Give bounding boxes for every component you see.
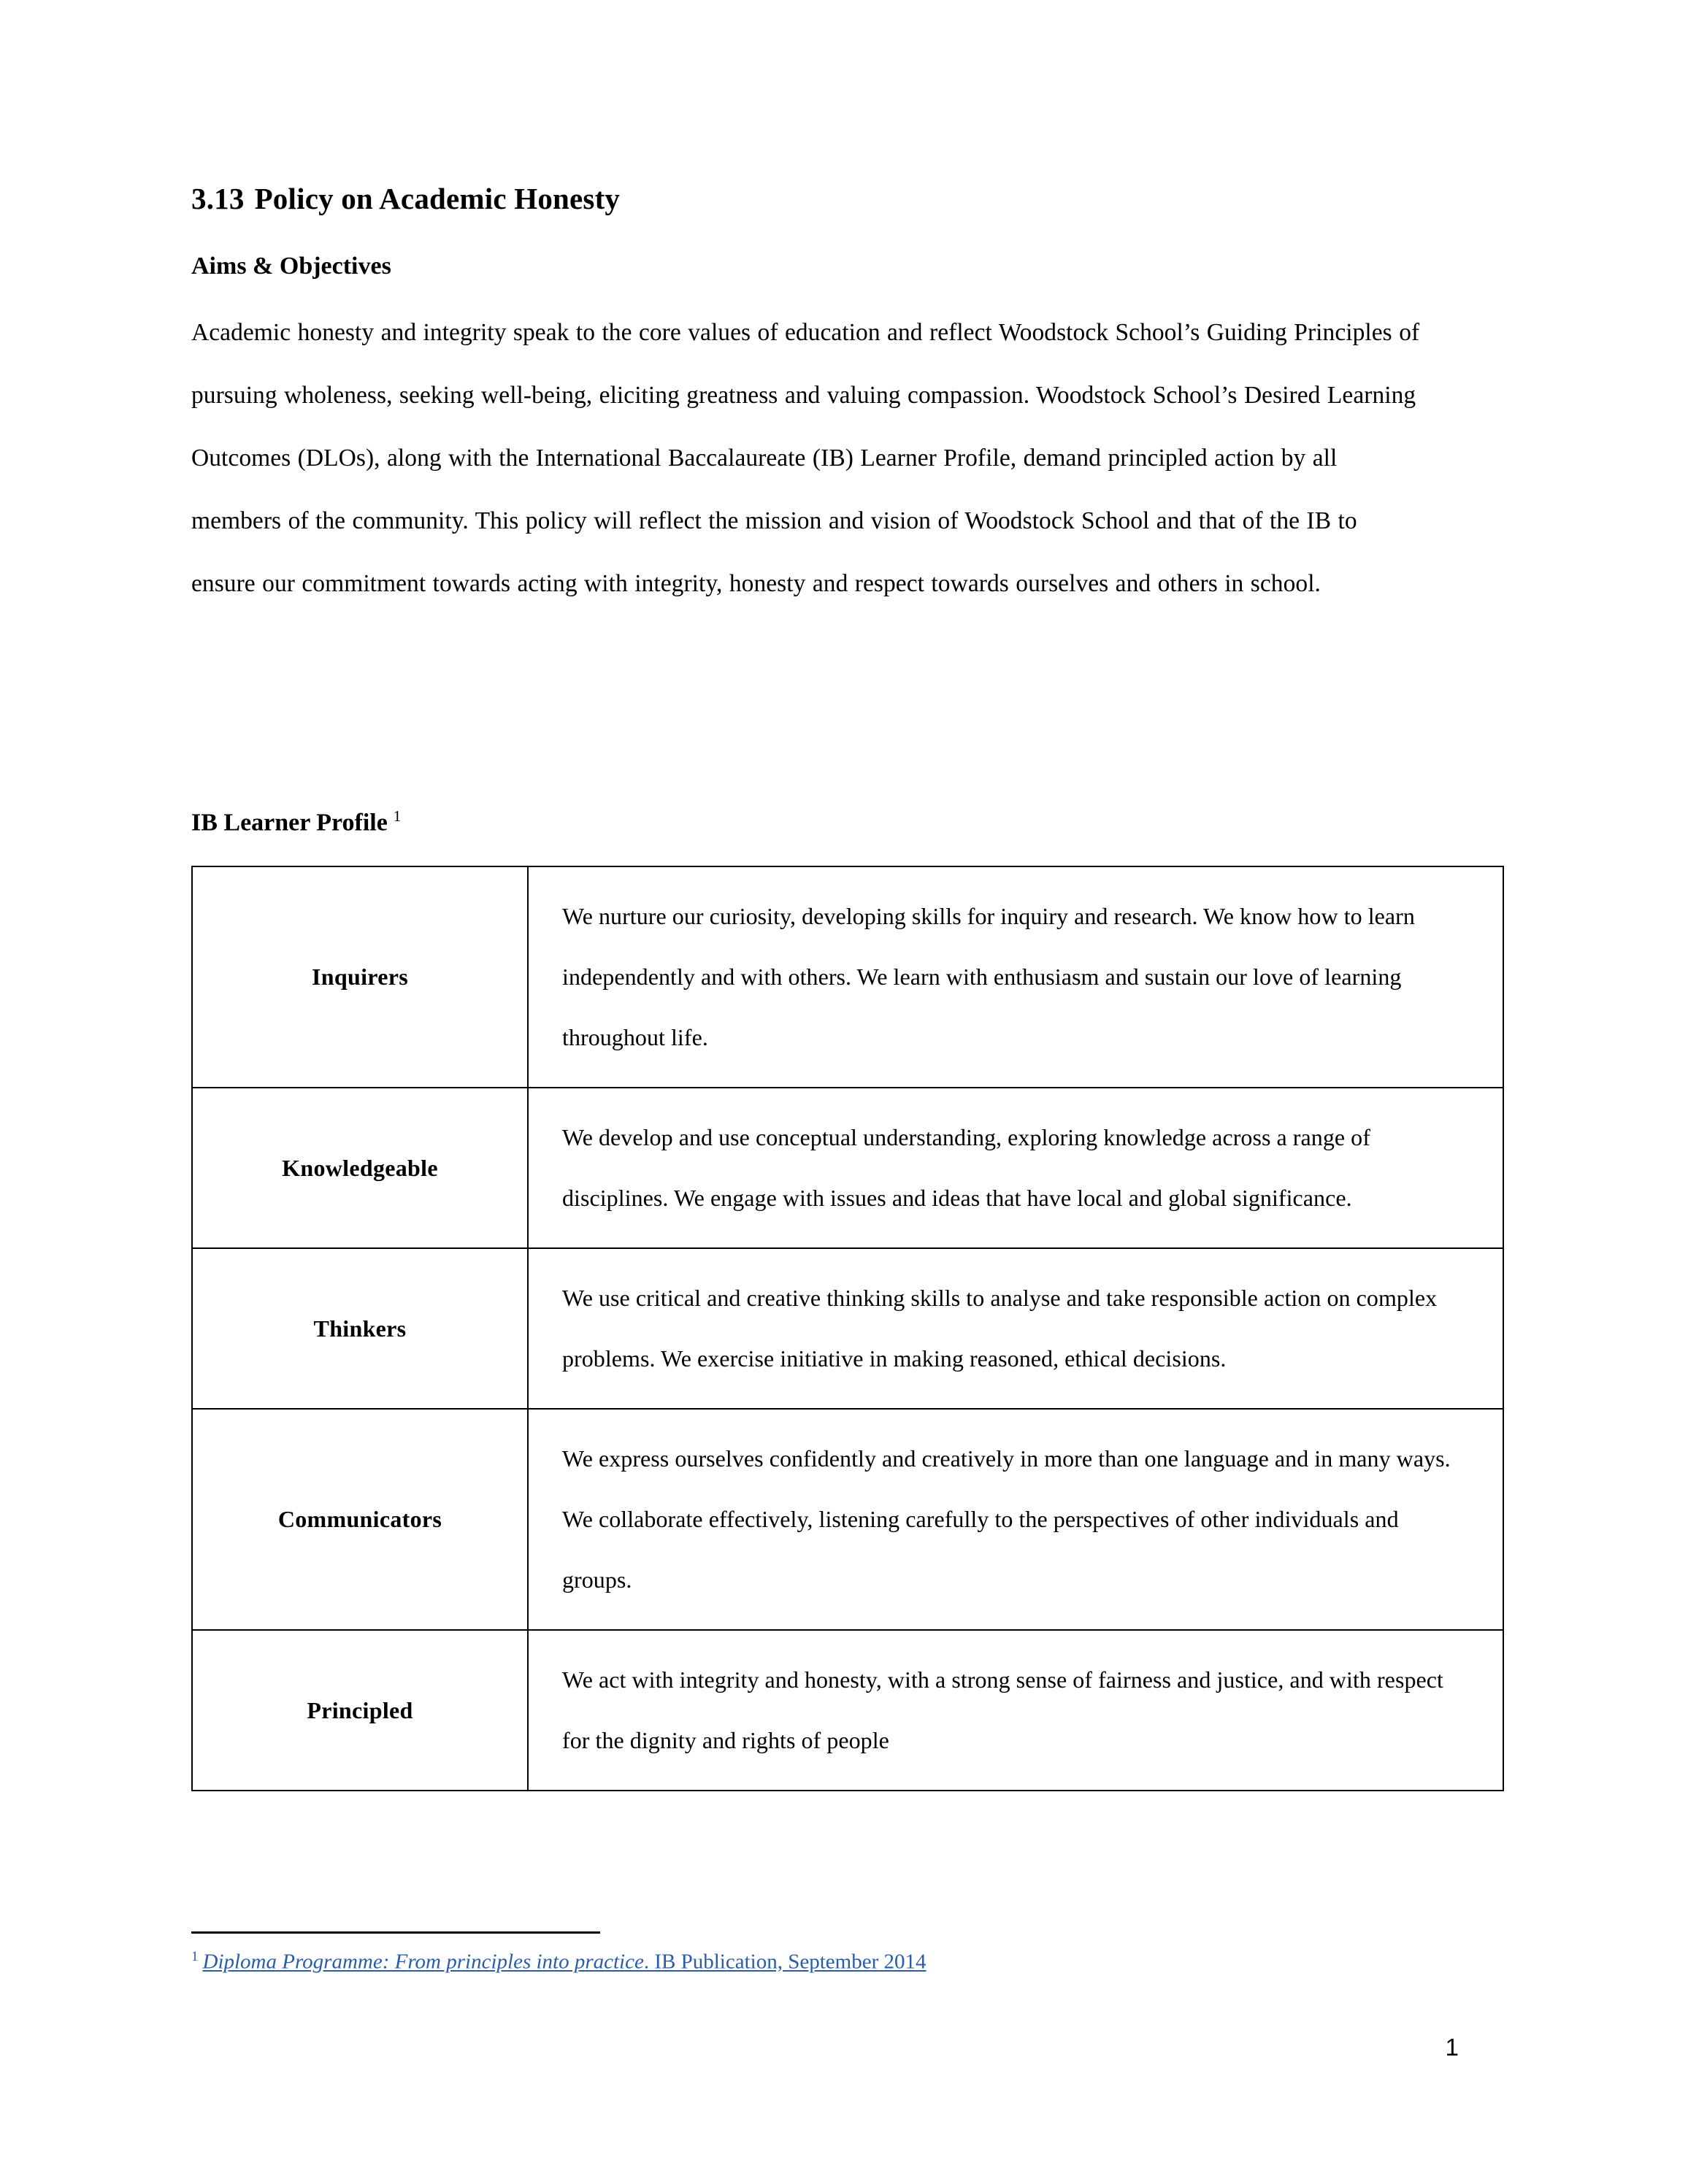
description-text: We act with integrity and honesty, with a strong sense of fairness and justice, and with respect for the dignity and rights of people [562, 1666, 1443, 1753]
footnote-separator-rule [191, 1931, 600, 1934]
page-title-text: Policy on Academic Honesty [254, 182, 621, 215]
table-heading-ib-learner-profile [191, 807, 401, 838]
footnote-number: 1 [191, 1949, 199, 1964]
attribute-label-principled: Principled [192, 1630, 528, 1791]
section-heading-aims-objectives: Aims & Objectives [191, 253, 391, 280]
footnote-reference-marker: 1 [393, 807, 402, 825]
table-body [192, 866, 1503, 1791]
footnote [191, 1947, 1432, 1977]
page-number: 1 [1445, 2034, 1459, 2061]
table-heading-label: IB Learner Profile [191, 809, 388, 837]
attribute-description-principled [528, 1630, 1503, 1791]
attribute-description-thinkers [528, 1248, 1503, 1409]
description-text: We express ourselves confidently and creatively in more than one language and in many ways. We collaborate effectively, listening carefully to the perspectives of other individuals and groups. [562, 1445, 1451, 1593]
attribute-description-inquirers [528, 866, 1503, 1088]
description-text: We use critical and creative thinking skills to analyse and take responsible action on complex problems. We exercise initiative in making reasoned, ethical decisions. [562, 1285, 1438, 1372]
attribute-description-knowledgeable [528, 1088, 1503, 1248]
attribute-label-inquirers: Inquirers [192, 866, 528, 1088]
attribute-label-communicators: Communicators [192, 1409, 528, 1630]
table-row [192, 1409, 1503, 1630]
footnote-citation-source: . IB Publication, September 2014 [643, 1950, 927, 1974]
page-title-number: 3.13 [191, 182, 245, 215]
description-text: We nurture our curiosity, developing skills for inquiry and research. We know how to learn independently and with others. We learn with enthusiasm and sustain our love of learning throughout life. [562, 903, 1415, 1050]
table-row [192, 1630, 1503, 1791]
attribute-description-communicators [528, 1409, 1503, 1630]
intro-paragraph: Academic honesty and integrity speak to the core values of education and reflect Woodstock School’s Guiding Principles of pursuing wholeness, seeking well-being, eliciting greatness and valuing compassion. Woodstock School’s Desired Learning Outcomes (DLOs), along with the International Baccalaureate (IB) Learner Profile, demand principled action by all members of the community. This policy will reflect the mission and vision of Woodstock School and that of the IB to ensure our commitment towards acting with integrity, honesty and respect towards ourselves and others in school. [191, 319, 1420, 598]
document-content [191, 181, 1421, 615]
table-row [192, 1088, 1503, 1248]
attribute-label-thinkers: Thinkers [192, 1248, 528, 1409]
description-text: We develop and use conceptual understanding, exploring knowledge across a range of disciplines. We engage with issues and ideas that have local and global significance. [562, 1124, 1370, 1211]
attribute-label-knowledgeable: Knowledgeable [192, 1088, 528, 1248]
table-row [192, 866, 1503, 1088]
footnote-citation-title[interactable]: Diploma Programme: From principles into practice [202, 1950, 644, 1974]
page-title [191, 181, 1421, 217]
ib-learner-profile-table [191, 866, 1504, 1791]
table-row [192, 1248, 1503, 1409]
